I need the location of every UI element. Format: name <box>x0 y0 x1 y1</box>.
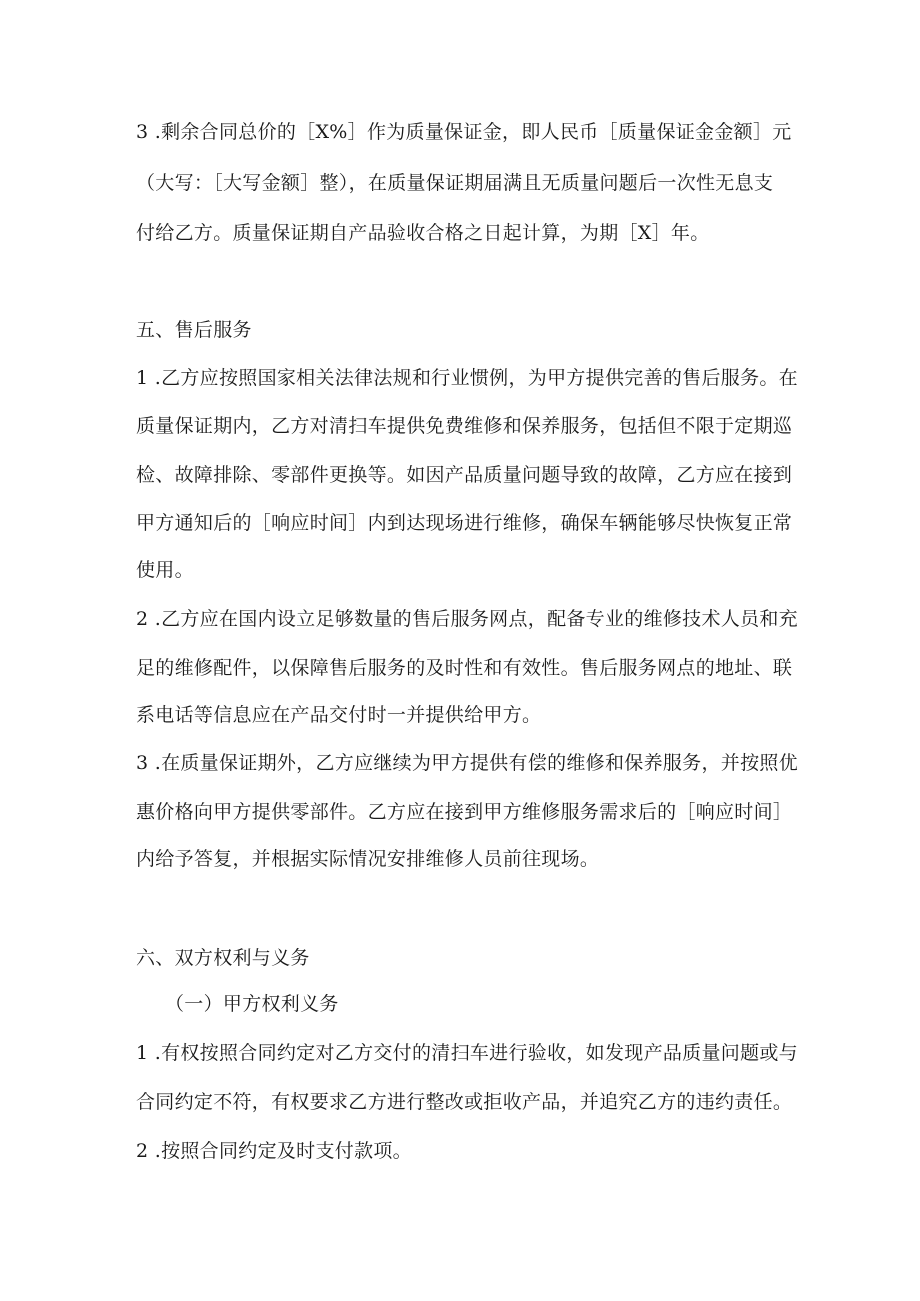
clause-5-3-line-2: 惠价格向甲方提供零部件。乙方应在接到甲方维修服务需求后的［响应时间］ <box>136 801 793 823</box>
clause-5-2-line-3: 系电话等信息应在产品交付时一并提供给甲方。 <box>136 704 542 726</box>
subsection-heading-party-a: （一）甲方权利义务 <box>165 993 339 1015</box>
section-heading-rights-obligations: 六、双方权利与义务 <box>136 947 310 969</box>
clause-5-2-line-2: 足的维修配件，以保障售后服务的及时性和有效性。售后服务网点的地址、联 <box>136 657 793 679</box>
clause-4-3-line-2: （大写：［大写金额］整），在质量保证期届满且无质量问题后一次性无息支 <box>136 172 774 194</box>
section-heading-after-sales: 五、售后服务 <box>136 319 252 341</box>
clause-5-1-line-4: 甲方通知后的［响应时间］内到达现场进行维修，确保车辆能够尽快恢复正常 <box>136 512 793 534</box>
clause-6-1-2-line-1: 2 .按照合同约定及时支付款项。 <box>136 1140 412 1162</box>
clause-5-3-line-1: 3 .在质量保证期外，乙方应继续为甲方提供有偿的维修和保养服务，并按照优 <box>136 752 798 774</box>
clause-5-1-line-5: 使用。 <box>136 559 194 581</box>
clause-5-2-line-1: 2 .乙方应在国内设立足够数量的售后服务网点，配备专业的维修技术人员和充 <box>136 608 798 630</box>
clause-5-1-line-3: 检、故障排除、零部件更换等。如因产品质量问题导致的故障，乙方应在接到 <box>136 464 793 486</box>
clause-5-1-line-2: 质量保证期内，乙方对清扫车提供免费维修和保养服务，包括但不限于定期巡 <box>136 415 793 437</box>
clause-4-3-line-1: 3 .剩余合同总价的［X%］作为质量保证金，即人民币［质量保证金金额］元 <box>136 121 792 143</box>
clause-5-3-line-3: 内给予答复，并根据实际情况安排维修人员前往现场。 <box>136 848 600 870</box>
clause-6-1-1-line-1: 1 .有权按照合同约定对乙方交付的清扫车进行验收，如发现产品质量问题或与 <box>136 1042 798 1064</box>
clause-4-3-line-3: 付给乙方。质量保证期自产品验收合格之日起计算，为期［X］年。 <box>136 222 710 244</box>
clause-6-1-1-line-2: 合同约定不符，有权要求乙方进行整改或拒收产品，并追究乙方的违约责任。 <box>136 1091 793 1113</box>
clause-5-1-line-1: 1 .乙方应按照国家相关法律法规和行业惯例，为甲方提供完善的售后服务。在 <box>136 367 798 389</box>
